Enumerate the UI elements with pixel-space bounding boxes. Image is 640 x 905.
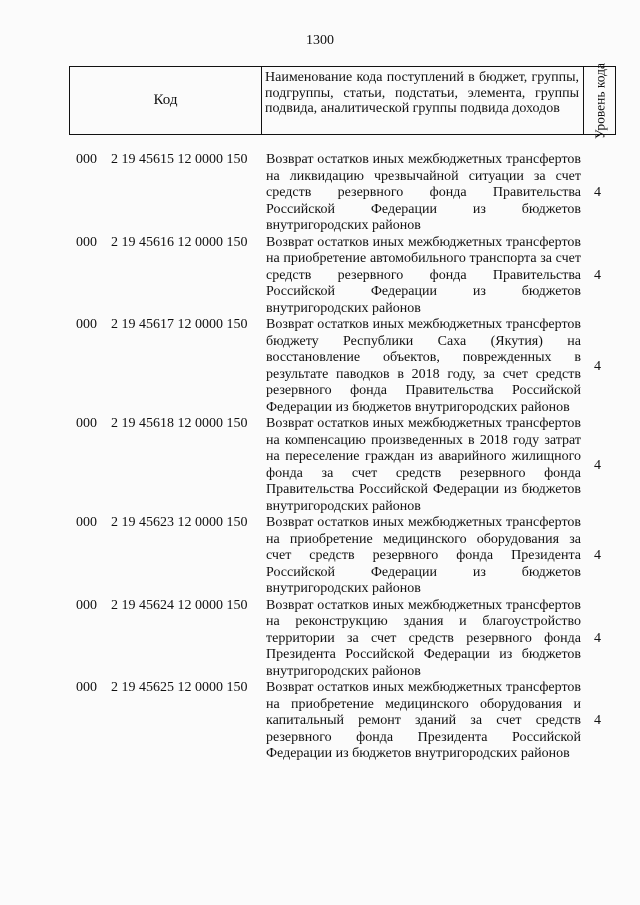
row-level: 4	[594, 457, 601, 473]
row-name: Возврат остатков иных межбюджетных трансфертов на компенсацию произведенных в 2018 году затрат на переселение граждан из аварийного жилищного фонда за счет средств резервного фонда Правительства Российской Федерации из бюджетов внутригородских районов	[266, 416, 581, 514]
row-level: 4	[594, 267, 601, 283]
table-row	[0, 598, 640, 681]
row-code: 2 19 45624 12 0000 150	[111, 597, 248, 613]
table-row	[0, 416, 640, 515]
row-code: 2 19 45615 12 0000 150	[111, 152, 248, 167]
table-body	[0, 152, 640, 763]
row-code: 2 19 45623 12 0000 150	[111, 515, 248, 530]
header-code-column: Код	[70, 67, 262, 134]
row-level: 4	[594, 185, 601, 200]
header-name-column: Наименование кода поступлений в бюджет, группы, подгруппы, статьи, подстатьи, элемента, группы подвида, аналитической группы подвида доходов	[262, 67, 584, 134]
header-level-column	[584, 62, 615, 139]
table-row	[0, 515, 640, 598]
table-row	[0, 317, 640, 416]
row-prefix: 000	[76, 597, 97, 613]
table-row	[0, 680, 640, 763]
row-code: 2 19 45617 12 0000 150	[111, 317, 248, 332]
header-level-label: Уровень кода	[592, 62, 607, 139]
row-prefix: 000	[76, 680, 97, 695]
row-code: 2 19 45625 12 0000 150	[111, 680, 248, 695]
row-name: Возврат остатков иных межбюджетных трансфертов на ликвидацию чрезвычайной ситуации за счет средств резервного фонда Правительства Российской Федерации из бюджетов внутригородских районов	[266, 152, 581, 233]
page-number: 1300	[306, 33, 334, 48]
row-name: Возврат остатков иных межбюджетных трансфертов на приобретение медицинского оборудования за счет средств резервного фонда Президента Российской Федерации из бюджетов внутригородских районов	[266, 515, 581, 596]
row-level: 4	[594, 358, 601, 374]
row-level: 4	[594, 630, 601, 646]
table-row	[0, 235, 640, 318]
row-prefix: 000	[76, 416, 97, 431]
table-row	[0, 152, 640, 235]
row-code: 2 19 45618 12 0000 150	[111, 416, 248, 431]
row-level: 4	[594, 713, 601, 728]
row-prefix: 000	[76, 234, 97, 250]
row-level: 4	[594, 548, 601, 563]
row-name: Возврат остатков иных межбюджетных трансфертов на приобретение медицинского оборудования и капитальный ремонт зданий за счет средств резервного фонда Президента Российской Федерации из бюджетов внутригородских районов	[266, 680, 581, 761]
row-prefix: 000	[76, 152, 97, 167]
row-code: 2 19 45616 12 0000 150	[111, 234, 248, 250]
row-name: Возврат остатков иных межбюджетных трансфертов на приобретение автомобильного транспорта за счет средств резервного фонда Правительства Российской Федерации из бюджетов внутригородских районов	[266, 234, 581, 316]
row-name: Возврат остатков иных межбюджетных трансфертов на реконструкцию здания и благоустройство территории за счет средств резервного фонда Президента Российской Федерации из бюджетов внутригородских районов	[266, 597, 581, 679]
row-prefix: 000	[76, 317, 97, 332]
table-header	[69, 62, 616, 139]
row-name: Возврат остатков иных межбюджетных трансфертов бюджету Республики Саха (Якутия) на восстановление объектов, поврежденных в результате паводков в 2018 году, за счет средств резервного фонда Правительства Российской Федерации из бюджетов внутригородских районов	[266, 317, 581, 415]
row-prefix: 000	[76, 515, 97, 530]
